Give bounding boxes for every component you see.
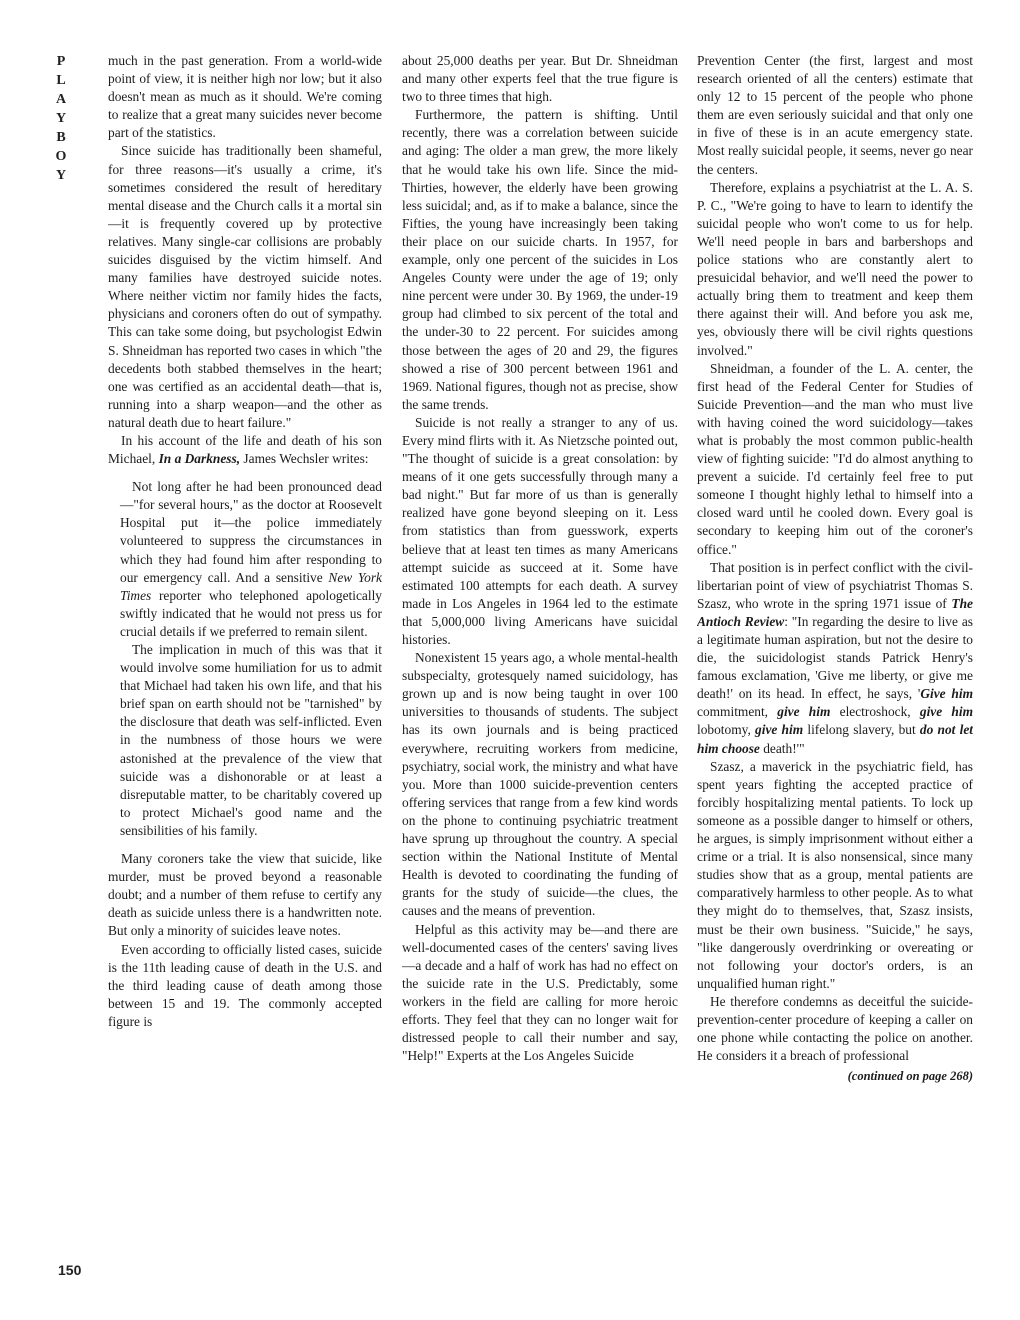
- publication-title: The Antioch Review: [697, 595, 973, 629]
- paragraph: That position is in perfect conflict with the civil-libertarian point of view of psychiatrist Thomas S. Szasz, who wrote in the spring 1971 issue of The Antioch Review: "In regarding the desire to live as a legitimate human aspiration, but not the desire to die, the suicidologist stands Patrick Henry's famous exclamation, 'Give me liberty, or give me death!' on its head. In effect, he says, 'Give him commitment, give him electroshock, give him lobotomy, give him lifelong slavery, but do not let him choose death!'": [697, 559, 973, 756]
- paragraph: Even according to officially listed cases, suicide is the 11th leading cause of death in the U.S. and the third leading cause of death among those between 15 and 19. The commonly accepted figure is: [108, 941, 382, 1029]
- text-column-2: [402, 52, 678, 1282]
- paragraph: Helpful as this activity may be—and there are well-documented cases of the centers' saving lives—a decade and a half of work has had no effect on the suicide rate in the U.S. Predictably, some workers in the field are calling for more heroic efforts. They feel that they can no longer wait for distressed people to call their number and say, "Help!" Experts at the Los Angeles Suicide: [402, 921, 678, 1064]
- paragraph: Since suicide has traditionally been shameful, for three reasons—it's usually a crime, it's sometimes considered the result of hereditary mental disease and the Church calls it a mortal sin—it is frequently covered up by protective relatives. Many single-car collisions are probably suicides disguised by the victim himself. And many families have destroyed suicide notes. Where neither victim nor family hides the facts, physicians and coroners often do out of sympathy. This can take some doing, but psychologist Edwin S. Shneidman has reported two cases in which "the decedents both stabbed themselves in the heart; one was certified as an accidental death—that is, running into a sharp weapon—and the other as natural death due to heart failure.": [108, 143, 382, 430]
- brand-letter: B: [56, 130, 66, 145]
- publication-title: New York Times: [120, 569, 382, 603]
- quote-paragraph: Not long after he had been pronounced dead—"for several hours," as the doctor at Roosevelt Hospital put it—the police immediately volunteered to suppress the circumstances in which they had found him after responding to our emergency call. And a sensitive New York Times reporter who telephoned apologetically swiftly indicated that he would not press us for crucial details if we preferred to remain silent.: [120, 479, 382, 639]
- quote-paragraph: The implication in much of this was that it would involve some humiliation for us to admit that Michael had taken his own life, and that his brief span on earth should not be "tarnished" by the disclosure that death was self-inflicted. Even in the numbness of those hours we were astonished at the prevalence of the view that suicide was a dishonorable or at least a disreputable matter, to be charitably covered up to protect Michael's good name and the sensibilities of his family.: [120, 642, 382, 838]
- continued-link[interactable]: (continued on page 268): [847, 1069, 973, 1084]
- brand-letter: Y: [55, 168, 67, 183]
- text-column-3: [697, 52, 973, 1282]
- magazine-brand-vertical: [52, 52, 70, 185]
- paragraph: Suicide is not really a stranger to any of us. Every mind flirts with it. As Nietzsche pointed out, "The thought of suicide is a great consolation: by means of it one gets successfully through many a bad night." But far more of us than is generally realized have gone beyond sleeping on it. Less from statistics than from guesswork, experts believe that at least ten times as many Americans attempt suicide as succeed at it. Some have estimated 100 attempts for each death. A survey made in Los Angeles in 1964 led to the estimate that 5,000,000 living Americans have suicidal histories.: [402, 414, 678, 647]
- brand-letter: O: [55, 149, 67, 164]
- paragraph: about 25,000 deaths per year. But Dr. Shneidman and many other experts feel that the true figure is two to three times that high.: [402, 53, 678, 105]
- brand-letter: L: [56, 73, 66, 88]
- brand-letter: A: [55, 92, 67, 107]
- brand-letter: P: [56, 54, 66, 69]
- paragraph: In his account of the life and death of his son Michael, In a Darkness, James Wechsler writes:: [108, 432, 382, 467]
- brand-letter: Y: [55, 111, 67, 126]
- paragraph: Furthermore, the pattern is shifting. Until recently, there was a correlation between suicide and aging: The older a man grew, the more likely that he would take his own life. Since the mid-Thirties, however, the elderly have been growing less suicidal; and, as if to make a balance, since the Fifties, the young have increasingly been taking their place on our suicide charts. In 1957, for example, only one percent of the suicides in Los Angeles County were under the age of 19; only nine percent were under 30. By 1969, the under-19 group had climbed to six percent of the total and the under-30 to 22 percent. For suicides among those between the ages of 20 and 29, the figures showed a rise of 300 percent between 1961 and 1969. National figures, though not as precise, show the same trends.: [402, 107, 678, 412]
- paragraph: He therefore condemns as deceitful the suicide-prevention-center procedure of keeping a caller on one phone while contacting the police on another. He considers it a breach of professional: [697, 993, 973, 1064]
- paragraph: much in the past generation. From a world-wide point of view, it is neither high nor low; but it also doesn't mean as much as it should. We're coming to realize that a great many suicides never become part of the statistics.: [108, 53, 382, 141]
- paragraph: Shneidman, a founder of the L. A. center, the first head of the Federal Center for Studies of Suicide Prevention—and the man who must live with having coined the word suicidology—takes what is probably the most common public-health view of fighting suicide: "I'd do almost anything to prevent a suicide. I'd certainly feel free to put someone I thought highly lethal to himself into a closed ward until he cooled down. Every goal is secondary to keeping him out of the coroner's office.": [697, 360, 973, 557]
- text-column-1: [108, 52, 382, 1282]
- block-quote: [120, 478, 382, 840]
- book-title: In a Darkness,: [158, 451, 241, 467]
- paragraph: Many coroners take the view that suicide, like murder, must be proved beyond a reasonable doubt; and a number of them refuse to certify any death as suicide unless there is a handwritten note. But only a minority of suicides leave notes.: [108, 851, 382, 939]
- paragraph: Prevention Center (the first, largest and most research oriented of all the centers) estimate that only 12 to 15 percent of the people who phone them are even seriously suicidal and that only one in five of these is in an acute emergency state. Most really suicidal people, it seems, never go near the centers.: [697, 53, 973, 177]
- paragraph: Therefore, explains a psychiatrist at the L. A. S. P. C., "We're going to have to learn to identify the suicidal people who won't come to us for help. We'll need people in bars and barbershops and police stations who are constantly alert to presuicidal behavior, and we'll need the power to actually bring them to treatment and keep them there against their will. And before you ask me, yes, obviously there will be civil rights questions involved.": [697, 179, 973, 358]
- paragraph: Szasz, a maverick in the psychiatric field, has spent years fighting the accepted practice of forcibly hospitalizing mental patients. To lock up someone as a possible danger to himself or others, he argues, is simply imprisonment without either a crime or a trial. It is also nonsensical, since many studies show that as a group, mental patients are comparatively harmless to other people. As to what they might do to themselves, that, Szasz insists, must be their own business. "Suicide," he says, "like dangerously overdrinking or overeating or not following your doctor's orders, is an unqualified human right.": [697, 758, 973, 991]
- paragraph: Nonexistent 15 years ago, a whole mental-health subspecialty, grotesquely named suicidology, has grown up and is now being taught in over 100 universities to thousands of students. The subject has its own journals and is being practiced everywhere, recruiting workers from medicine, psychiatry, social work, the ministry and what have you. More than 1000 suicide-prevention centers offering services that range from a few kind words on the phone to continuing psychiatric treatment have sprung up throughout the country. A special section within the National Institute of Mental Health is devoted to coordinating the funding of grants for the study of suicide—the clues, the causes and the means of prevention.: [402, 650, 678, 919]
- page-number: 150: [58, 1262, 82, 1278]
